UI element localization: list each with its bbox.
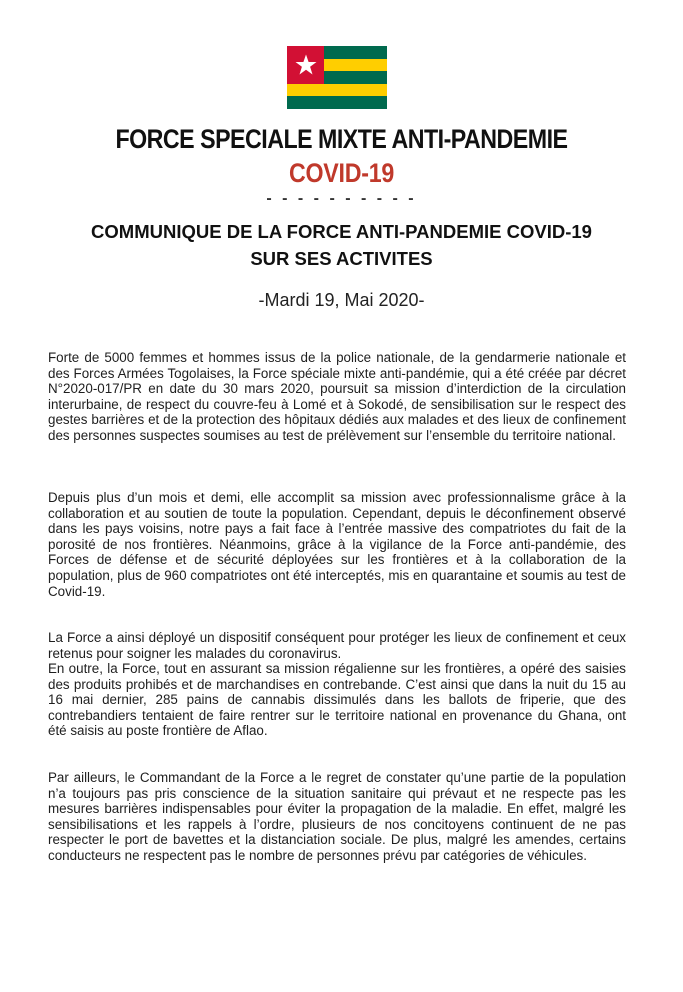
paragraph-3: La Force a ainsi déployé un dispositif conséquent pour protéger les lieux de confinement et ceux retenus pour soigner les malades du coronavirus. (48, 630, 626, 661)
flag-canton (287, 46, 324, 84)
communique-date: -Mardi 19, Mai 2020- (258, 290, 425, 310)
star-icon (294, 53, 318, 77)
dashed-separator: - - - - - - - - - - (266, 190, 417, 207)
paragraph-2: Depuis plus d’un mois et demi, elle accomplit sa mission avec professionnalisme grâce à la collaboration et au soutien de toute la population. Cependant, depuis le déconfinement observé dans les pays voisins, notre pays a fait face à l’entrée massive des compatriotes du fait de la porosité de nos frontières. Néanmoins, grâce à la vigilance de la Force anti-pandémie, des Forces de défense et de sécurité déployées sur les frontières et à la collaboration de la population, plus de 960 compatriotes ont été interceptés, mis en quarantaine et soumis au test de Covid-19. (48, 490, 626, 599)
paragraph-1: Forte de 5000 femmes et hommes issus de la police nationale, de la gendarmerie nationale et des Forces Armées Togolaises, la Force spéciale mixte anti-pandémie, qui a été créée par décret N°2020-017/PR en date du 30 mars 2020, poursuit sa mission d’interdiction de la circulation interurbaine, de respect du couvre-feu à Lomé et à Sokodé, de sensibilisation sur le respect des gestes barrières et de la protection des hôpitaux dédiés aux malades et des lieux de confinement des personnes suspectes soumises au test de prélèvement sur l’ensemble du territoire national. (48, 350, 626, 443)
paragraph-5: Par ailleurs, le Commandant de la Force a le regret de constater qu’une partie de la population n’a toujours pas pris conscience de la situation sanitaire qui prévaut et ne respecte pas les mesures barrières indispensables pour éviter la propagation de la maladie. En effet, malgré les sensibilisations et les rappels à l’ordre, plusieurs de nos concitoyens continuent de ne pas respecter le port de bavettes et la distanciation sociale. De plus, malgré les amendes, certains conducteurs ne respectent pas le nombre de personnes prévu par catégories de véhicules. (48, 770, 626, 863)
covid-subtitle: COVID-19 (288, 158, 395, 188)
communique-heading (0, 218, 683, 272)
communique-title-line2: SUR SES ACTIVITES (250, 248, 433, 269)
paragraph-4: En outre, la Force, tout en assurant sa mission régalienne sur les frontières, a opéré des saisies des produits prohibés et de marchandises en contrebande. C’est ainsi que dans la nuit du 15 au 16 mai dernier, 285 pains de cannabis dissimulés dans les ballots de friperie, que des contrebandiers tentaient de faire rentrer sur le territoire national en provenance du Ghana, ont été saisis au poste frontière de Aflao. (48, 661, 626, 739)
communique-title-line1: COMMUNIQUE DE LA FORCE ANTI-PANDEMIE COVID-19 (91, 221, 592, 242)
togo-flag-icon (287, 46, 387, 109)
organization-title: FORCE SPECIALE MIXTE ANTI-PANDEMIE (115, 124, 568, 154)
